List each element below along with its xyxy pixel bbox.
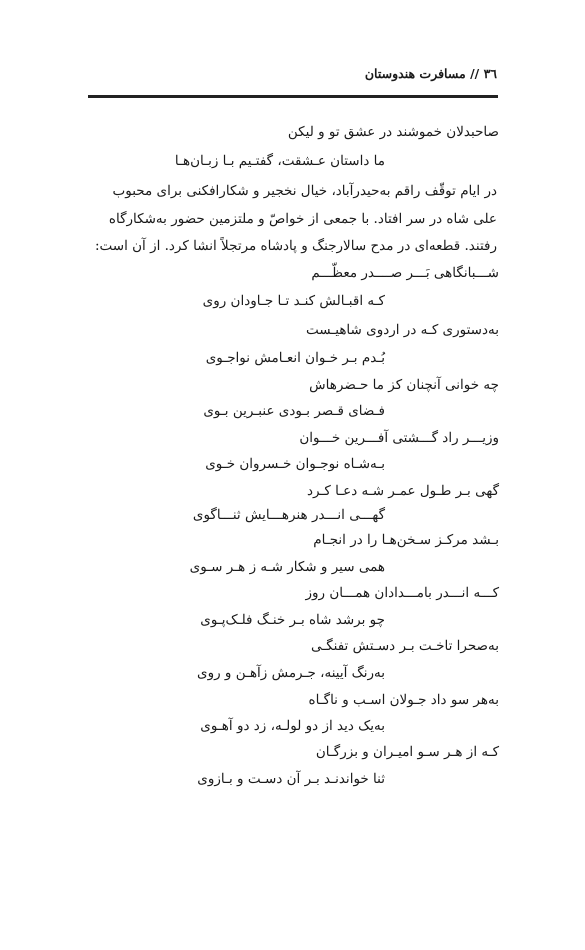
opening-couplet-line-1: صاحبدلان خموشند در عشق تو و لیکن [287,124,499,140]
poem-line: گهی بـر طـول عمـر شـه دعـا کـرد [306,483,499,499]
poem-line: کـه از هـر سـو امیـران و بزرگـان [315,744,499,760]
poem-line: بُـدم بـر خـوان انعـامش نواجـوی [205,350,385,366]
poem-line: وزیـــر راد گـــشتی آفـــرین خـــوان [299,430,499,446]
header-rule [88,95,498,98]
poem-line: به‌صحرا تاخـت بـر دسـتش تفنگـی [310,638,499,654]
paragraph-line-2: علی شاه در سر افتاد. با جمعی از خواصّ و ملتزمین حضور به‌شکارگاه [108,211,497,227]
paragraph-line-3: رفتند. قطعه‌ای در مدح سالارجنگ و پادشاه مرتجلاً انشا کرد. از آن است: [94,238,497,254]
poem-line: چو برشد شاه بـر خنـگ فلـک‌پـوی [200,612,385,628]
poem-line: به‌هر سو داد جـولان اسـب و ناگـاه [308,692,499,708]
poem-line: بـه‌شـاه نوجـوان خـسروان خـوی [205,456,385,472]
poem-line: به‌یک دید از دو لولـه، زد دو آهـوی [200,718,385,734]
running-header: ٣٦ // مسافرت هندوستان [364,66,497,81]
opening-couplet-line-2: ما داستان عـشقت، گفتـیم بـا زبـان‌هـا [174,153,385,169]
poem-line: به‌رنگ آیینه، جـرمش زآهـن و روی [197,665,385,681]
poem-line: چه خوانی آنچنان کز ما حـضرهاش [309,377,499,393]
paragraph-line-1: در ایام توقّف راقم به‌حیدرآباد، خیال نخجیر و شکارافکنی برای محبوب [112,183,497,199]
poem-line: شـــبانگاهی بَـــر صــــدر معظّـــم [311,265,499,281]
poem-line: فـضای قـصر بـودی عنبـرین بـوی [203,403,385,419]
poem-line: همی سیر و شکار شـه ز هـر سـوی [189,559,385,575]
poem-line: کـه اقبـالش کنـد تـا جـاودان روی [202,293,385,309]
poem-line: به‌دستوری کـه در اردوی شاهیـست [305,322,499,338]
poem-line: بـشد مرکـز سـخن‌هـا را در انجـام [313,532,499,548]
poem-line: ثنا خواندنـد بـر آن دسـت و بـازوی [197,771,385,787]
poem-line: گهـــی انـــدر هنرهـــایش ثنـــاگوی [192,507,385,523]
poem-line: کـــه انـــدر بامـــدادان همـــان روز [305,585,499,601]
